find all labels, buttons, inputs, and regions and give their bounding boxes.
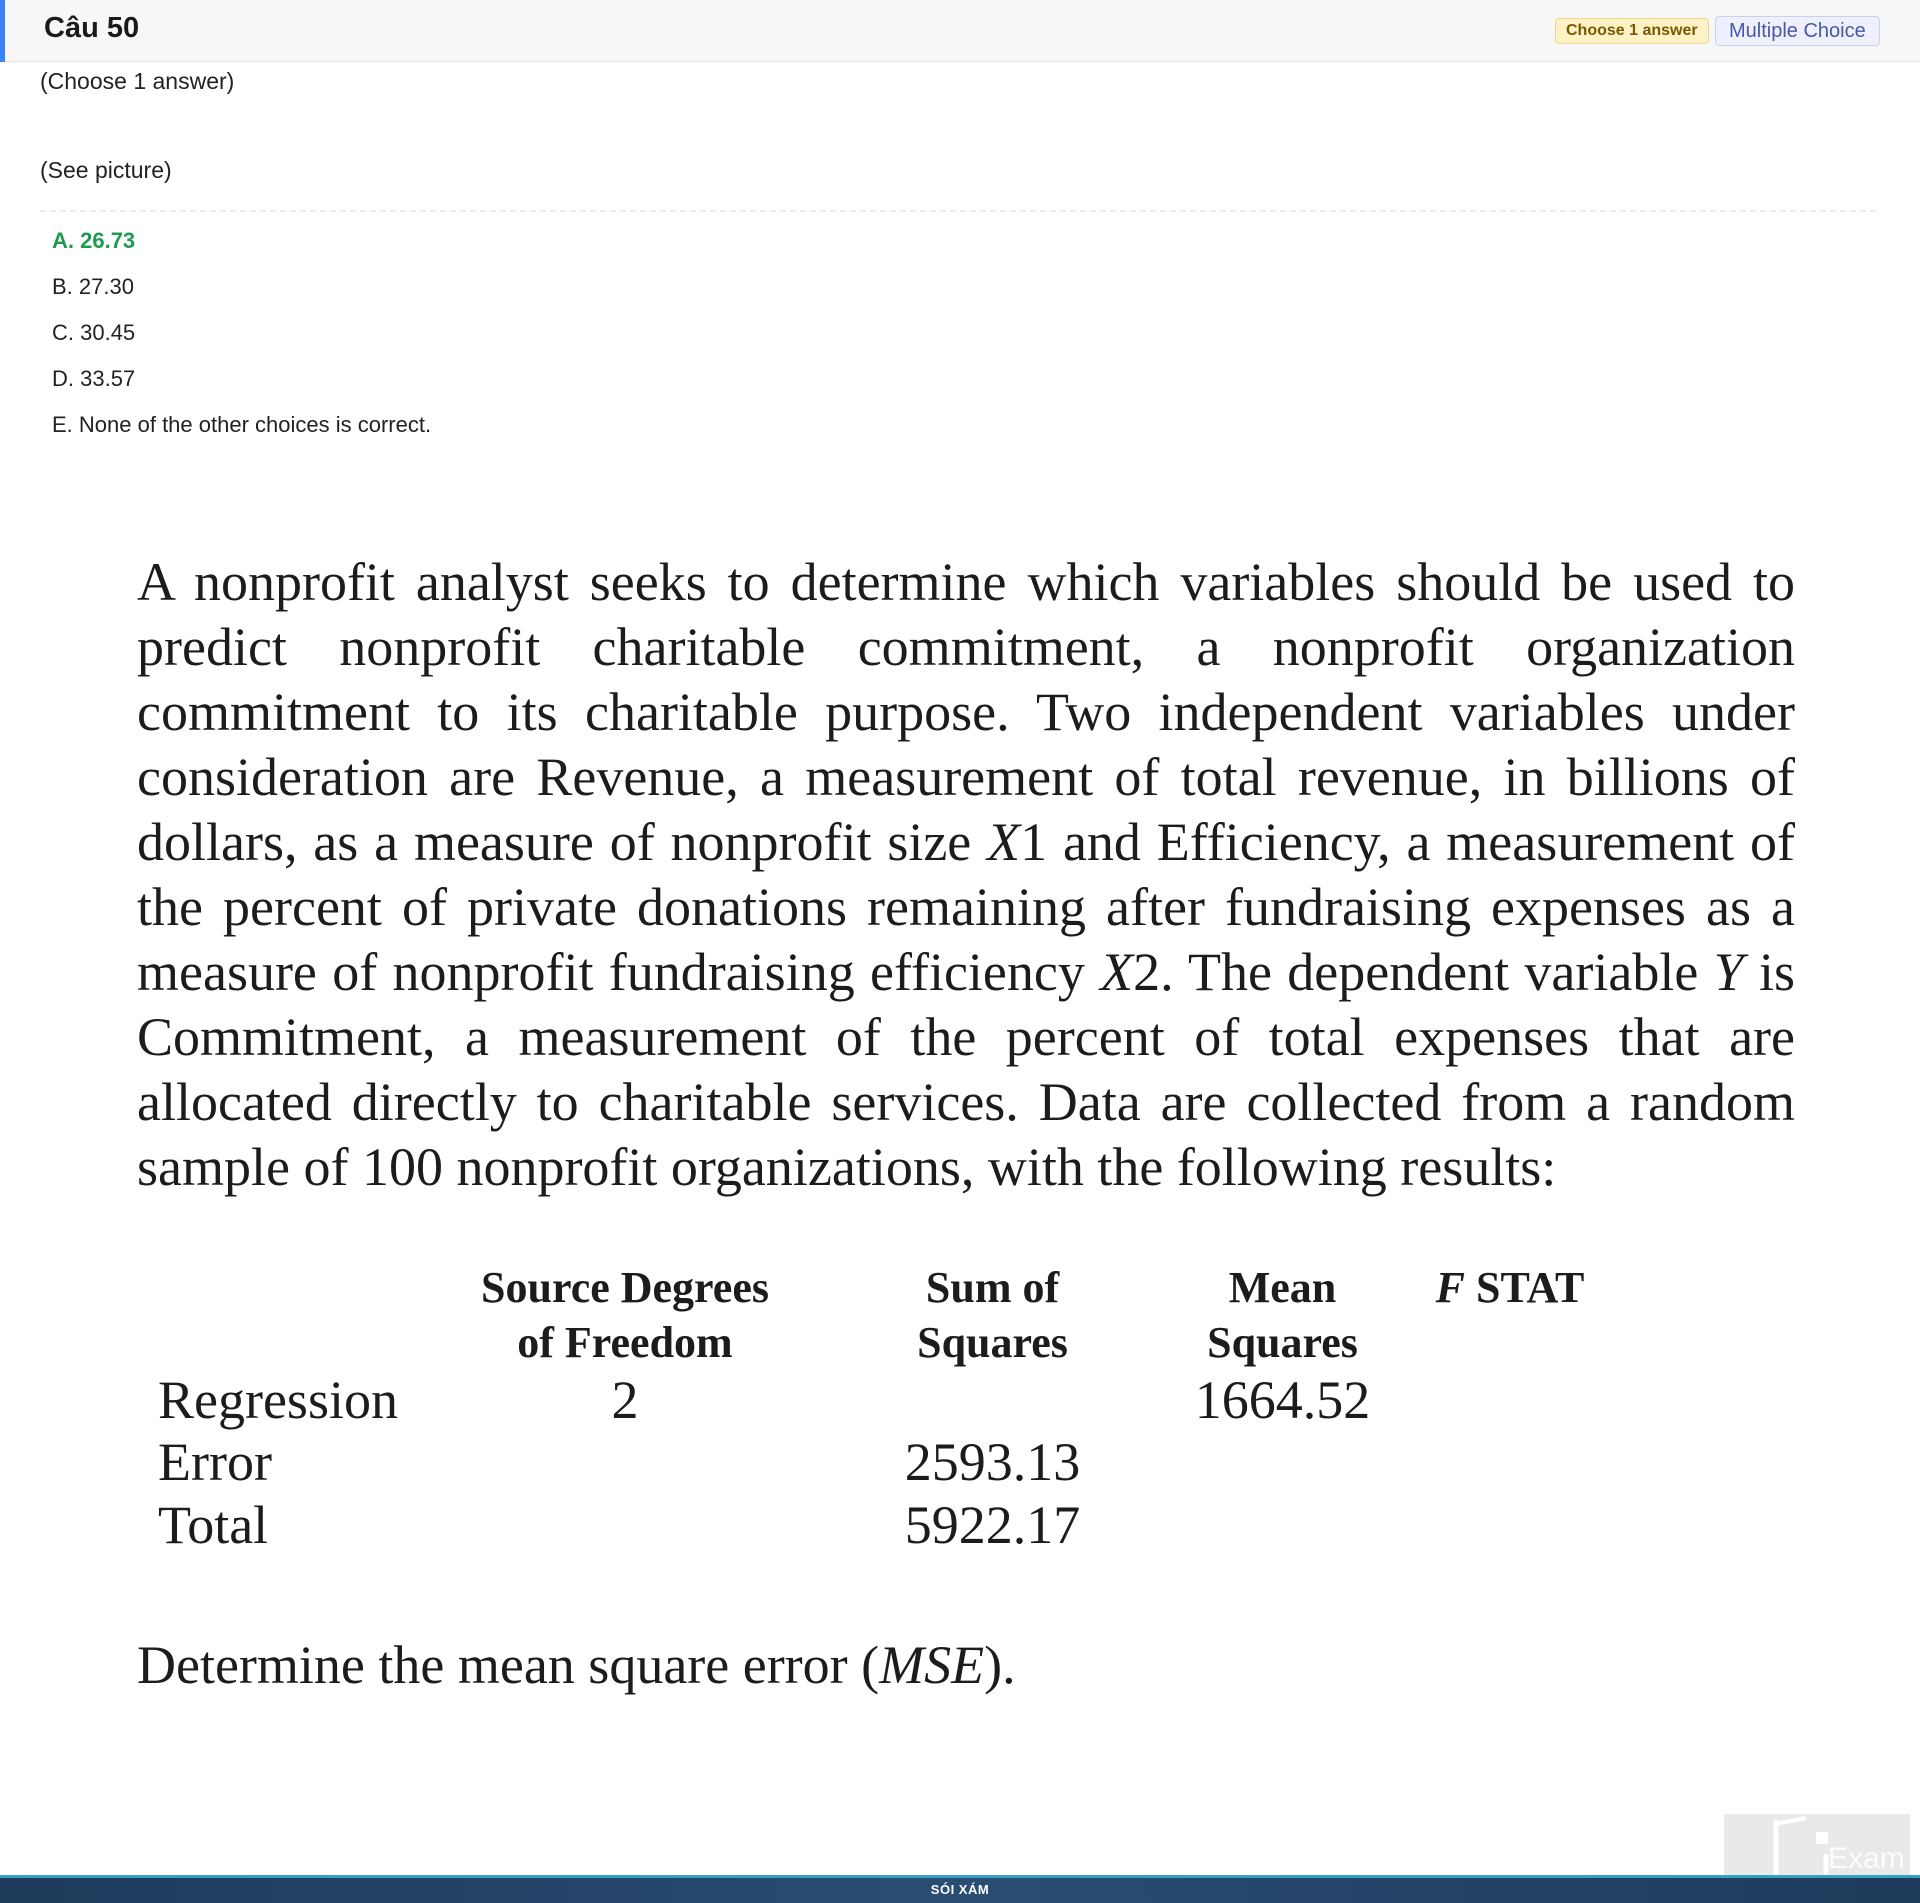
choose-instruction: (Choose 1 answer)	[40, 68, 235, 94]
header-ms-line2: Squares	[1207, 1318, 1358, 1367]
header-source-df	[455, 1260, 795, 1370]
question-title: Câu 50	[44, 12, 140, 44]
option-d[interactable]: D. 33.57	[52, 366, 136, 391]
variable-y: Y	[1713, 942, 1744, 1002]
header-source-df-line1: Source Degrees	[481, 1263, 769, 1312]
mse-symbol: MSE	[879, 1635, 985, 1695]
svg-text:Exam: Exam	[1828, 1842, 1905, 1875]
problem-paragraph	[137, 550, 1795, 1200]
option-b[interactable]: B. 27.30	[52, 274, 134, 299]
question-prompt	[137, 1630, 1016, 1700]
header-ss-line2: Squares	[917, 1318, 1068, 1367]
header-accent-bar	[0, 0, 5, 62]
header-f-stat	[1410, 1260, 1610, 1315]
footer-bar	[0, 1875, 1920, 1903]
header-mean-squares	[1160, 1260, 1405, 1370]
row-error-ss: 2593.13	[904, 1432, 1081, 1492]
header-sum-of-squares	[870, 1260, 1115, 1370]
row-regression-ms: 1664.52	[1194, 1370, 1371, 1430]
question-post: ).	[984, 1635, 1016, 1695]
variable-x2: X	[1100, 942, 1134, 1002]
f-stat-text: STAT	[1464, 1263, 1585, 1312]
variable-x1: X	[987, 812, 1021, 872]
paragraph-text-2: 1 and Efficiency, a measurement of the percent of private donations remaining after fundraising expenses as a measure of nonprofit fundraising efficiency	[137, 812, 1796, 1002]
paragraph-text-4: is Commitment, a measurement of the percent of total expenses that are allocated directly to charitable services. Data are collected from a random sample of 100 nonprofit organizations, with the following results:	[137, 942, 1795, 1197]
paragraph-text-3: 2. The dependent variable	[1133, 942, 1714, 1002]
row-error-source: Error	[158, 1432, 272, 1492]
row-total-source: Total	[158, 1495, 269, 1555]
row-regression-source: Regression	[158, 1370, 398, 1430]
row-total-ss: 5922.17	[904, 1495, 1081, 1555]
question-header	[0, 0, 1920, 62]
option-a[interactable]: A. 26.73	[52, 228, 136, 253]
choose-count-badge: Choose 1 answer	[1555, 18, 1709, 44]
header-source-df-line2: of Freedom	[517, 1318, 733, 1367]
paragraph-text-1: A nonprofit analyst seeks to determine which variables should be used to predict nonprofit charitable commitment, a nonprofit organization commitment to its charitable purpose. Two independent variables under consideration are Revenue, a measurement of total revenue, in billions of dollars, as a measure of nonprofit size	[137, 552, 1795, 872]
header-ms-line1: Mean	[1228, 1263, 1337, 1312]
f-symbol: F	[1435, 1263, 1465, 1312]
question-type-badge: Multiple Choice	[1715, 16, 1880, 46]
divider	[40, 210, 1876, 212]
footer-label: SÓI XÁM	[930, 1882, 990, 1897]
header-ss-line1: Sum of	[925, 1263, 1060, 1312]
see-picture-note: (See picture)	[40, 157, 172, 183]
question-picture	[0, 520, 1920, 1695]
option-e[interactable]: E. None of the other choices is correct.	[52, 412, 432, 437]
option-c[interactable]: C. 30.45	[52, 320, 136, 345]
row-regression-df: 2	[611, 1370, 639, 1430]
question-pre: Determine the mean square error (	[137, 1635, 880, 1695]
